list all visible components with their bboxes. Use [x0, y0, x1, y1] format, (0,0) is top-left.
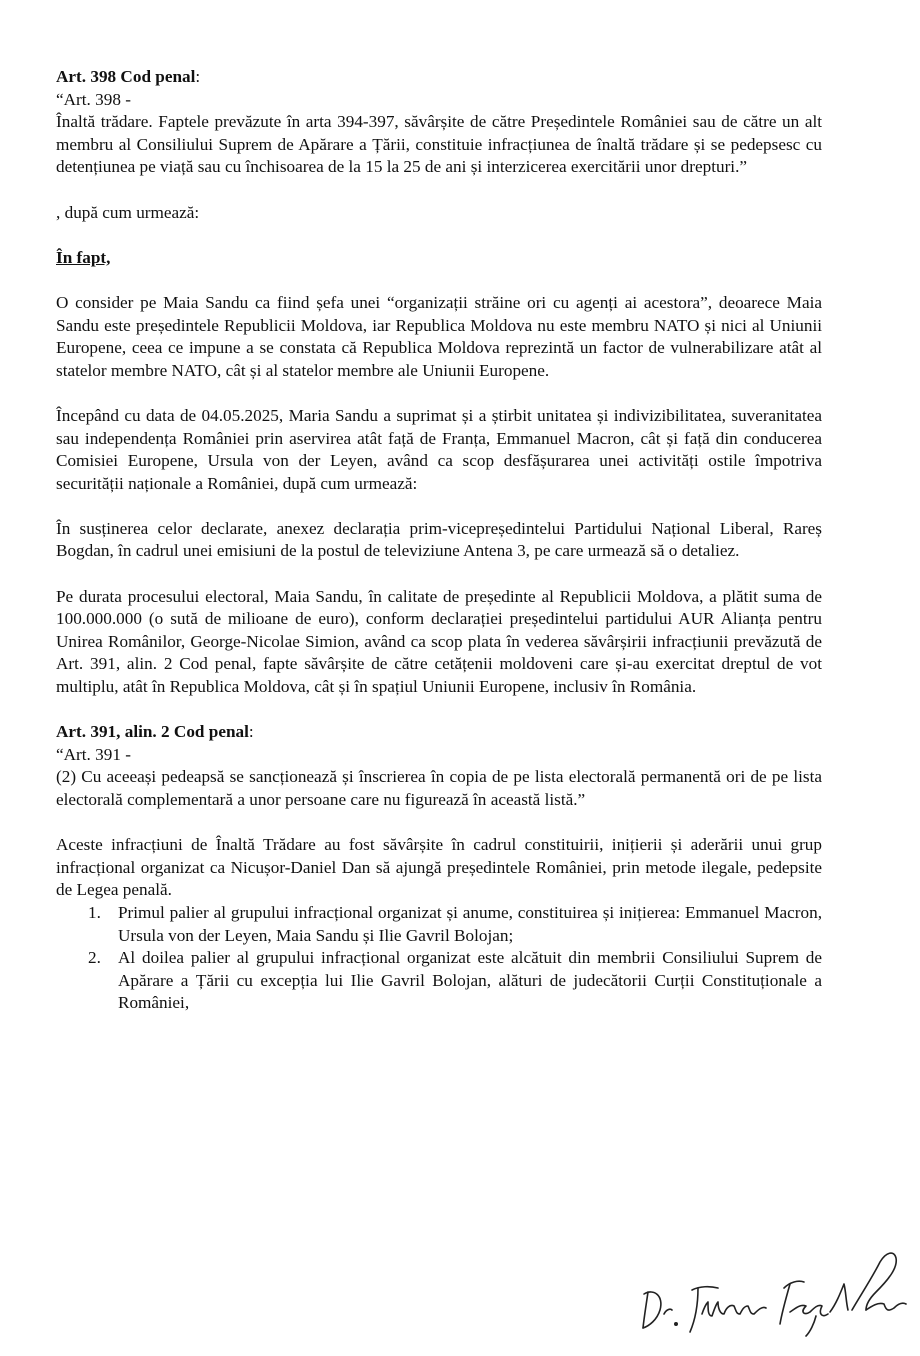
- list-item-text: Al doilea palier al grupului infracțional organizat este alcătuit din membrii Consiliului Suprem de Apărare a Țării cu excepția lui Ilie Gavril Bolojan, alături de judecătorii Curții Constituționale a României,: [118, 948, 822, 1013]
- paragraph-4: Pe durata procesului electoral, Maia Sandu, în calitate de președinte al Republicii Moldova, a plătit suma de 100.000.000 (o sută de milioane de euro), conform declarației președintelui partidului AUR Alianța pentru Unirea Românilor, George-Nicolae Simion, având ca scop plata în vederea săvârșirii infracțiunii prevăzută de Art. 391, alin. 2 Cod penal, fapte săvârșite de către cetățenii moldoveni care și-au exercitat dreptul de vot multiplu, atât în Republica Moldova, cât și în spațiul Uniunii Europene, inclusiv în România.: [56, 586, 822, 697]
- in-fact-heading: În fapt,: [56, 247, 111, 267]
- article-391-quote-head: “Art. 391 -: [56, 744, 131, 764]
- paragraph-3: În susținerea celor declarate, anexez declarația prim-vicepreședintelui Partidului Național Liberal, Rareș Bogdan, în cadrul unei emisiuni de la postul de televiziune Antena 3, pe care urmează să o detaliez.: [56, 518, 822, 561]
- article-398-title-line: [56, 66, 822, 89]
- article-398-title-colon: :: [195, 67, 201, 86]
- list-item-text: Primul palier al grupului infracțional organizat și anume, constituirea și inițierea: Emmanuel Macron, Ursula von der Leyen, Maia Sandu și Ilie Gavril Bolojan;: [118, 902, 822, 945]
- article-391-quote-body: (2) Cu aceeași pedeapsă se sancționează și înscrierea în copia de pe lista electorală permanentă ori de pe lista electorală complementară a unor persoane care nu figurează în această listă.”: [56, 767, 822, 809]
- list-item-number: 1.: [88, 902, 101, 922]
- numbered-list: [56, 902, 822, 1015]
- list-item-number: 2.: [88, 948, 101, 968]
- handwritten-signature: [640, 1244, 910, 1339]
- intro-line: , după cum urmează:: [56, 202, 200, 222]
- article-398-quote-body: Înaltă trădare. Faptele prevăzute în arta 394-397, săvârșite de către Președintele României sau de către un alt membru al Consiliului Suprem de Apărare a Țării, constituie infracțiunea de înaltă trădare și se pedepsesc cu detențiunea pe viață sau cu închisoarea de la 15 la 25 de ani și interzicerea exercitării unor drepturi.”: [56, 112, 822, 177]
- paragraph-1: O consider pe Maia Sandu ca fiind șefa unei “organizații străine ori cu agenți ai acestora”, deoarece Maia Sandu este președintele Republicii Moldova, iar Republica Moldova nu este membru NATO și nici al Uniunii Europene, ceea ce impune a se constata că Republica Moldova reprezintă un factor de vulnerabilizare atât al statelor membre NATO, cât și al statelor membre ale Uniunii Europene.: [56, 292, 822, 380]
- article-391-title: Art. 391, alin. 2 Cod penal: [56, 722, 249, 742]
- closing-paragraph: Aceste infracțiuni de Înaltă Trădare au fost săvârșite în cadrul constituirii, inițierii și aderării unui grup infracțional organizat ca Nicușor-Daniel Dan să ajungă președintele României, prin metode ilegale, pedepsite de Legea penală.: [56, 835, 822, 900]
- list-item: [56, 947, 822, 1015]
- list-item: [56, 902, 822, 947]
- article-398-quote-head: “Art. 398 -: [56, 89, 131, 109]
- article-391-title-colon: :: [248, 722, 254, 742]
- document-page: [56, 66, 822, 1015]
- article-391-title-line: [56, 721, 822, 744]
- article-398-title: Art. 398 Cod penal: [56, 67, 196, 86]
- paragraph-2: Începând cu data de 04.05.2025, Maria Sandu a suprimat și a știrbit unitatea și indivizibilitatea, suveranitatea sau independența României prin aservirea atât față de Franța, Emmanuel Macron, cât și față din conducerea Comisiei Europene, Ursula von der Leyen, având ca scop desfășurarea unei activități ostile împotriva securității naționale a României, după cum urmează:: [56, 405, 822, 493]
